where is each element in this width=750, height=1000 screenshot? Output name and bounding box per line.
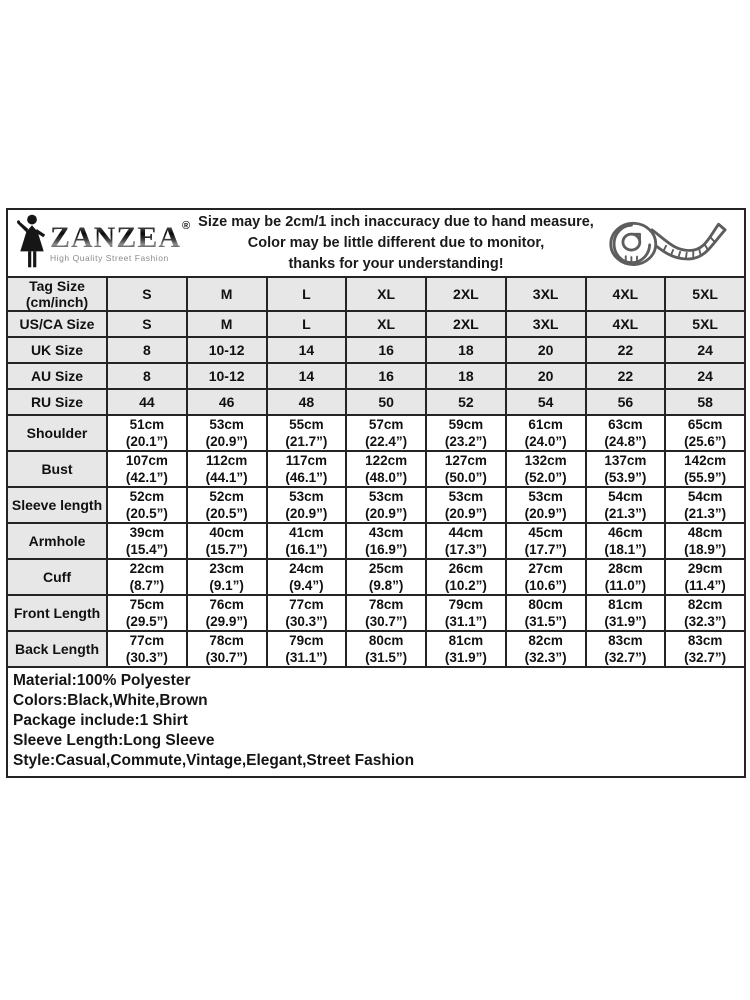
measure-cell: 45cm (17.7”) xyxy=(506,523,586,559)
measure-cell: 79cm (31.1”) xyxy=(426,595,506,631)
measure-cell: 24cm (9.4”) xyxy=(267,559,347,595)
measure-cell: 51cm (20.1”) xyxy=(107,415,187,451)
measure-row xyxy=(7,559,745,595)
measure-row xyxy=(7,415,745,451)
brand-logo xyxy=(16,214,191,272)
size-cell: 5XL xyxy=(665,277,745,311)
measure-cell: 26cm (10.2”) xyxy=(426,559,506,595)
size-cell: S xyxy=(107,311,187,337)
measure-cell: 112cm (44.1”) xyxy=(187,451,267,487)
measure-cell: 107cm (42.1”) xyxy=(107,451,187,487)
size-row xyxy=(7,311,745,337)
measure-cell: 53cm (20.9”) xyxy=(267,487,347,523)
brand-name: ZANZEA xyxy=(50,221,182,255)
row-label: Tag Size (cm/inch) xyxy=(7,277,107,311)
size-cell: 14 xyxy=(267,337,347,363)
size-cell: 46 xyxy=(187,389,267,415)
size-cell: 2XL xyxy=(426,277,506,311)
size-row xyxy=(7,363,745,389)
size-cell: 10-12 xyxy=(187,363,267,389)
size-cell: 52 xyxy=(426,389,506,415)
measure-cell: 83cm (32.7”) xyxy=(665,631,745,667)
row-label: RU Size xyxy=(7,389,107,415)
measure-cell: 29cm (11.4”) xyxy=(665,559,745,595)
brand-wordmark xyxy=(50,220,191,264)
row-label: Bust xyxy=(7,451,107,487)
measure-cell: 40cm (15.7”) xyxy=(187,523,267,559)
size-cell: 3XL xyxy=(506,311,586,337)
woman-silhouette-icon xyxy=(16,214,48,272)
size-cell: M xyxy=(187,277,267,311)
measure-cell: 23cm (9.1”) xyxy=(187,559,267,595)
size-cell: L xyxy=(267,311,347,337)
measure-cell: 75cm (29.5”) xyxy=(107,595,187,631)
size-cell: 22 xyxy=(586,337,666,363)
measure-cell: 63cm (24.8”) xyxy=(586,415,666,451)
size-cell: 4XL xyxy=(586,311,666,337)
detail-line: Colors:Black,White,Brown xyxy=(13,692,208,709)
size-cell: 3XL xyxy=(506,277,586,311)
size-cell: 18 xyxy=(426,337,506,363)
measure-row xyxy=(7,631,745,667)
notice-text xyxy=(188,212,604,275)
size-cell: 24 xyxy=(665,337,745,363)
measure-cell: 76cm (29.9”) xyxy=(187,595,267,631)
measure-cell: 52cm (20.5”) xyxy=(187,487,267,523)
size-cell: 2XL xyxy=(426,311,506,337)
size-cell: 54 xyxy=(506,389,586,415)
size-cell: 48 xyxy=(267,389,347,415)
header xyxy=(6,208,746,278)
size-cell: S xyxy=(107,277,187,311)
size-cell: 10-12 xyxy=(187,337,267,363)
size-cell: 20 xyxy=(506,337,586,363)
row-label: Shoulder xyxy=(7,415,107,451)
row-label: Armhole xyxy=(7,523,107,559)
size-cell: 16 xyxy=(346,363,426,389)
size-cell: 5XL xyxy=(665,311,745,337)
row-label: Front Length xyxy=(7,595,107,631)
measure-cell: 77cm (30.3”) xyxy=(267,595,347,631)
measure-cell: 55cm (21.7”) xyxy=(267,415,347,451)
tape-measure-icon xyxy=(604,213,730,273)
size-cell: 20 xyxy=(506,363,586,389)
product-details xyxy=(6,668,746,778)
row-label: AU Size xyxy=(7,363,107,389)
measure-row xyxy=(7,451,745,487)
row-label: Sleeve length xyxy=(7,487,107,523)
measure-cell: 79cm (31.1”) xyxy=(267,631,347,667)
size-cell: XL xyxy=(346,311,426,337)
size-cell: 4XL xyxy=(586,277,666,311)
measure-cell: 54cm (21.3”) xyxy=(665,487,745,523)
detail-line: Sleeve Length:Long Sleeve xyxy=(13,732,215,749)
measure-cell: 122cm (48.0”) xyxy=(346,451,426,487)
measure-cell: 28cm (11.0”) xyxy=(586,559,666,595)
brand-tagline: High Quality Street Fashion xyxy=(50,253,169,264)
size-cell: 44 xyxy=(107,389,187,415)
measure-cell: 22cm (8.7”) xyxy=(107,559,187,595)
size-cell: 18 xyxy=(426,363,506,389)
size-cell: 22 xyxy=(586,363,666,389)
measure-cell: 41cm (16.1”) xyxy=(267,523,347,559)
size-cell: 24 xyxy=(665,363,745,389)
detail-line: Material:100% Polyester xyxy=(13,672,191,689)
measure-row xyxy=(7,595,745,631)
measure-cell: 53cm (20.9”) xyxy=(506,487,586,523)
row-label: Back Length xyxy=(7,631,107,667)
size-cell: 50 xyxy=(346,389,426,415)
size-chart-page xyxy=(6,208,746,778)
measure-cell: 27cm (10.6”) xyxy=(506,559,586,595)
measure-cell: 53cm (20.9”) xyxy=(426,487,506,523)
measure-cell: 39cm (15.4”) xyxy=(107,523,187,559)
row-label: Cuff xyxy=(7,559,107,595)
size-cell: 8 xyxy=(107,363,187,389)
notice-line-3: thanks for your understanding! xyxy=(288,255,504,272)
measure-cell: 82cm (32.3”) xyxy=(506,631,586,667)
measure-cell: 82cm (32.3”) xyxy=(665,595,745,631)
size-table-body xyxy=(7,277,745,667)
measure-cell: 132cm (52.0”) xyxy=(506,451,586,487)
row-label: UK Size xyxy=(7,337,107,363)
size-row xyxy=(7,389,745,415)
measure-cell: 78cm (30.7”) xyxy=(187,631,267,667)
registered-mark: ® xyxy=(182,220,191,233)
measure-cell: 43cm (16.9”) xyxy=(346,523,426,559)
size-table xyxy=(6,276,746,668)
size-cell: 16 xyxy=(346,337,426,363)
size-cell: 8 xyxy=(107,337,187,363)
detail-line: Package include:1 Shirt xyxy=(13,712,188,729)
measure-cell: 83cm (32.7”) xyxy=(586,631,666,667)
measure-cell: 65cm (25.6”) xyxy=(665,415,745,451)
measure-row xyxy=(7,487,745,523)
detail-line: Style:Casual,Commute,Vintage,Elegant,Street Fashion xyxy=(13,752,415,769)
size-cell: 14 xyxy=(267,363,347,389)
measure-cell: 54cm (21.3”) xyxy=(586,487,666,523)
size-cell: XL xyxy=(346,277,426,311)
measure-cell: 142cm (55.9”) xyxy=(665,451,745,487)
measure-cell: 78cm (30.7”) xyxy=(346,595,426,631)
measure-cell: 57cm (22.4”) xyxy=(346,415,426,451)
measure-cell: 52cm (20.5”) xyxy=(107,487,187,523)
size-cell: L xyxy=(267,277,347,311)
size-cell: 56 xyxy=(586,389,666,415)
measure-cell: 53cm (20.9”) xyxy=(346,487,426,523)
measure-cell: 137cm (53.9”) xyxy=(586,451,666,487)
measure-cell: 48cm (18.9”) xyxy=(665,523,745,559)
measure-cell: 59cm (23.2”) xyxy=(426,415,506,451)
measure-cell: 44cm (17.3”) xyxy=(426,523,506,559)
notice-line-1: Size may be 2cm/1 inch inaccuracy due to hand measure, xyxy=(198,213,594,230)
measure-cell: 46cm (18.1”) xyxy=(586,523,666,559)
measure-cell: 80cm (31.5”) xyxy=(346,631,426,667)
measure-cell: 61cm (24.0”) xyxy=(506,415,586,451)
measure-cell: 127cm (50.0”) xyxy=(426,451,506,487)
measure-cell: 25cm (9.8”) xyxy=(346,559,426,595)
measure-cell: 117cm (46.1”) xyxy=(267,451,347,487)
size-row xyxy=(7,337,745,363)
measure-cell: 81cm (31.9”) xyxy=(426,631,506,667)
measure-cell: 53cm (20.9”) xyxy=(187,415,267,451)
size-cell: 58 xyxy=(665,389,745,415)
row-label: US/CA Size xyxy=(7,311,107,337)
size-row xyxy=(7,277,745,311)
size-cell: M xyxy=(187,311,267,337)
measure-cell: 80cm (31.5”) xyxy=(506,595,586,631)
notice-line-2: Color may be little different due to monitor, xyxy=(247,234,545,251)
measure-cell: 81cm (31.9”) xyxy=(586,595,666,631)
measure-cell: 77cm (30.3”) xyxy=(107,631,187,667)
measure-row xyxy=(7,523,745,559)
